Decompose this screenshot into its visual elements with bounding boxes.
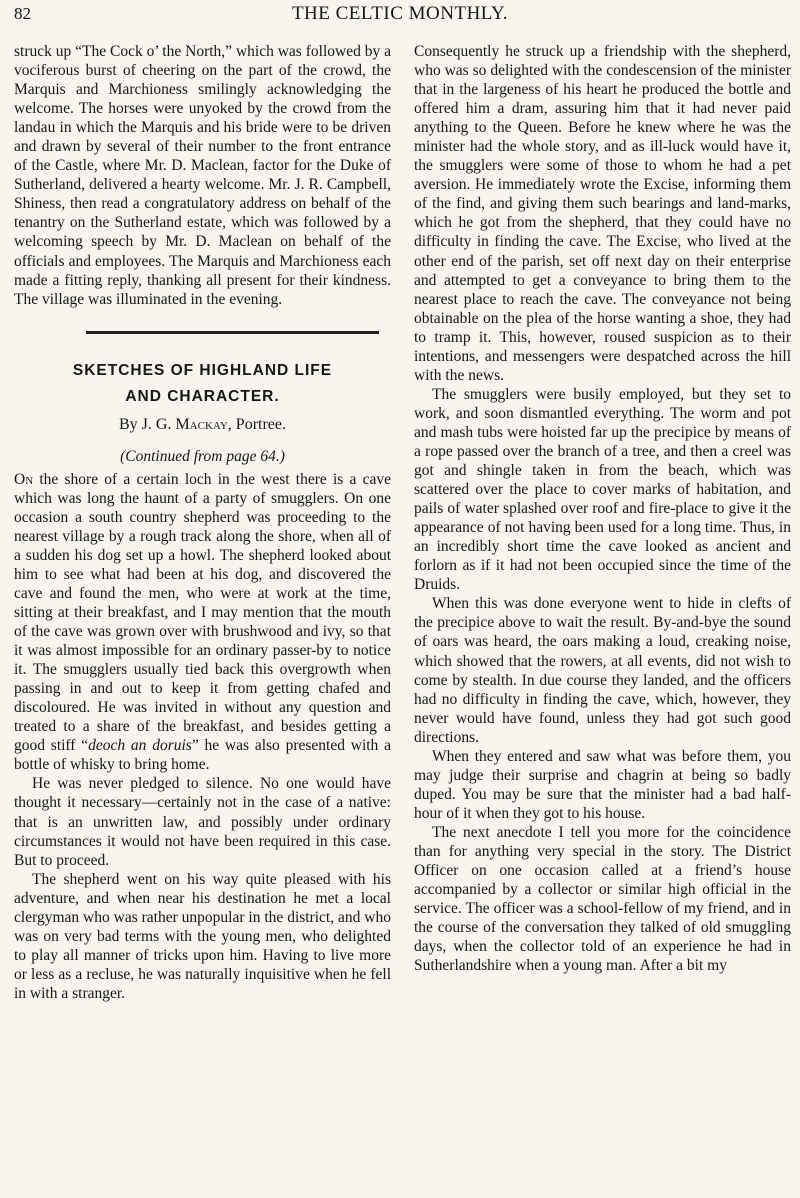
gaelic-phrase: deoch an doruis [88,737,192,755]
opening-paragraph: struck up “The Cock o’ the North,” which was followed by a vociferous burst of cheering on the part of the crowd, the Marquis and Marchioness smilingly acknowledging the welcome. The horses were unyoked by the crowd from the landau in which the Marquis and his bride were to be driven and drawn by several of their number to the front entrance of the Castle, where Mr. D. Maclean, factor for the Duke of Sutherland, delivered a hearty welcome. Mr. J. R. Campbell, Shiness, then read a congratulatory address on behalf of the tenantry on the Sutherland estate, which was followed by a welcoming speech by Mr. D. Maclean on behalf of the officials and employees. The Marquis and Marchioness each made a fitting reply, thanking all present for their kindness. The village was illuminated in the evening. [14,43,391,308]
article-paragraph-3: The shepherd went on his way quite pleased with his adventure, and when near his destination he met a local clergyman who was rather unpopular in the district, and who was on very bad terms with the young men, who delighted to play all manner of tricks upon him. Having to live more or less as a recluse, he was naturally inquisitive when he fell in with a stranger. [14,870,391,1002]
right-paragraph-5: The next anecdote I tell you more for the coincidence than for anything very special in the story. The District Officer on one occasion called at a friend’s house accompanied by a collector or similar high official in the service. The officer was a school-fellow of my friend, and in the course of the conversation they talked of old smuggling days, when the collector told of an experience he had in Sutherlandshire when a young man. After a bit my [414,823,791,975]
right-paragraph-2: The smugglers were busily employed, but they set to work, and soon dismantled everything. The worm and pot and mash tubs were hoisted far up the precipice by means of a rope passed over the branch of a tree, and then a creel was got and shingle taken in from the beach, which was scattered over the place to cover marks of habitation, and pails of water splashed over roof and fire-place to give it the appearance of not having been used for a long time. Thus, in an incredibly short time the cave looked as ancient and forlorn as if it had not been occupied since the time of the Druids. [414,385,791,594]
right-paragraph-3: When this was done everyone went to hide in clefts of the precipice above to wait the result. By-and-bye the sound of oars was heard, the oars making a loud, creaking noise, which showed that the rowers, at all events, did not wish to come by stealth. In due course they landed, and the officers had no difficulty in finding the cave, which, however, they never would have found, unless they had got such good directions. [414,595,791,746]
first-word: On [14,470,34,488]
section-title-line-1: SKETCHES OF HIGHLAND LIFE [72,361,333,379]
article-paragraph-1 [14,470,391,775]
continued-note: (Continued from page 64.) [120,447,285,465]
paragraph-1-end: ” he was also presented with a bottle of whisky to bring home. [14,737,391,774]
byline [14,416,391,434]
right-paragraph-1: Consequently he struck up a friendship with the shepherd, who was so delighted with the condescension of the minister that in the largeness of his heart he produced the bottle and offered him a dram, assuring him that it had never paid anything to the Queen. Before he knew where he was the minister had the whole story, and as ill-luck would have it, the smugglers were some of those to whom he had a pet aversion. He immediately wrote the Excise, informing them of the find, and giving them such bearings and land-marks, which he got from the shepherd, that they could have no difficulty in finding the cave. The Excise, who lived at the other end of the parish, set off next day on their enterprise and attempted to get a conveyance to bring them to the nearest place to reach the cave. The conveyance not being obtainable on the plea of the horse wanting a shoe, they had to tramp it. This, however, roused suspicion as to their intentions, and messengers were despatched across the hill with the news. [414,43,791,384]
right-paragraph-4: When they entered and saw what was before them, you may judge their surprise and chagrin at being so badly duped. You may be sure that the minister had a bad half-hour of it when they got to his house. [414,747,791,822]
left-column [14,42,391,1003]
section-title-line-2: AND CHARACTER. [125,387,280,405]
section-divider [86,331,379,334]
byline-author: Mackay [175,415,228,433]
page-header [0,0,800,30]
running-title: THE CELTIC MONTHLY. [291,3,509,24]
article-paragraph-2: He was never pledged to silence. No one would have thought it necessary—certainly not in the case of a native: that is an unwritten law, and possibly under ordinary circumstances it would not have been required in this case. But to proceed. [14,775,391,869]
page-number: 82 [14,4,31,23]
byline-place: , Portree. [227,415,286,433]
byline-prefix: By J. G. [119,415,172,433]
right-column [414,42,791,975]
paragraph-1-body: the shore of a certain loch in the west there is a cave which was long the haunt of a party of smugglers. On one occasion a south country shepherd was proceeding to the nearest village by a rough track along the shore, when all of a sudden his dog set up a howl. The shepherd looked about him to see what had been at his dog, and discovered the cave and found the men, who were at work at the time, sitting at their breakfast, and I may mention that the mouth of the cave was grown over with brushwood and ivy, so that it was almost impossible for an ordinary passer-by to notice it. The smugglers usually tied back this overgrowth when passing in and out to keep it from getting chafed and discoloured. He was invited in without any question and treated to a share of the breakfast, and besides getting a good stiff “ [14,470,391,755]
